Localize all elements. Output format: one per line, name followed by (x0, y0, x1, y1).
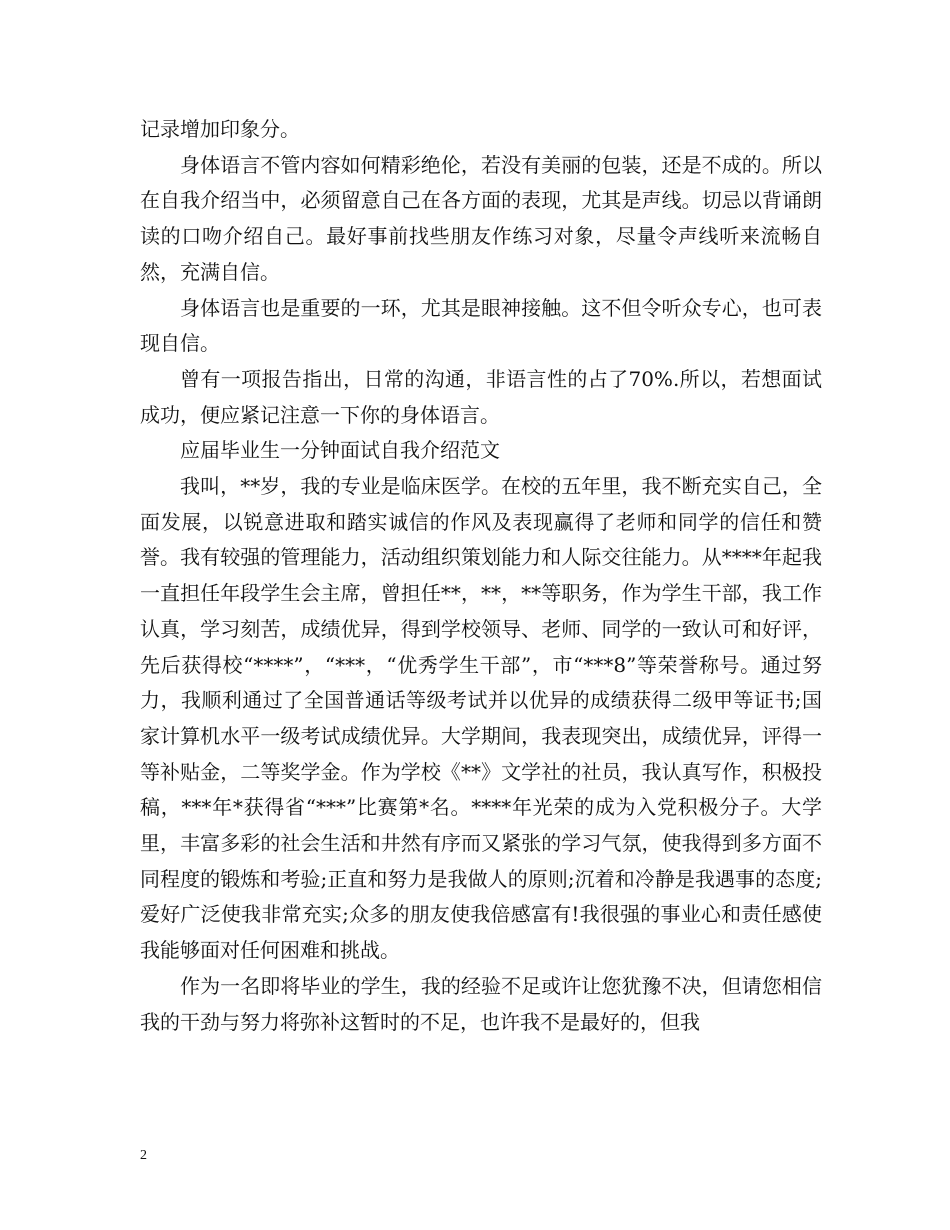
body-text (140, 112, 822, 1040)
section-heading: 应届毕业生一分钟面试自我介绍范文 (180, 438, 500, 463)
paragraph-self-introduction: 我叫，**岁，我的专业是临床医学。在校的五年里，我不断充实自己，全面发展，以锐意进取和踏实诚信的作风及表现赢得了老师和同学的信任和赞誉。我有较强的管理能力，活动组织策划能力和人际交往能力。从****年起我一直担任年段学生会主席，曾担任**，**，**等职务，作为学生干部，我工作认真，学习刻苦，成绩优异，得到学校领导、老师、同学的一致认可和好评，先后获得校“****”，“***，“优秀学生干部”，市“***8”等荣誉称号。通过努力，我顺利通过了全国普通话等级考试并以优异的成绩获得二级甲等证书;国家计算机水平一级考试成绩优异。大学期间，我表现突出，成绩优异，评得一等补贴金，二等奖学金。作为学校《**》文学社的社员，我认真写作，积极投稿，***年*获得省“***”比赛第*名。****年光荣的成为入党积极分子。大学里，丰富多彩的社会生活和井然有序而又紧张的学习气氛，使我得到多方面不同程度的锻炼和考验;正直和努力是我做人的原则;沉着和冷静是我遇事的态度;爱好广泛使我非常充实;众多的朋友使我倍感富有!我很强的事业心和责任感使我能够面对任何困难和挑战。 (140, 474, 822, 963)
paragraph-eye-contact: 身体语言也是重要的一环，尤其是眼神接触。这不但令听众专心，也可表现自信。 (140, 295, 822, 356)
page-number: 2 (140, 1148, 147, 1163)
paragraph-nonverbal-report: 曾有一项报告指出，日常的沟通，非语言性的占了70%.所以，若想面试成功，便应紧记注意一下你的身体语言。 (140, 366, 822, 427)
paragraph-continuation: 记录增加印象分。 (140, 117, 300, 141)
paragraph-body-language-voice: 身体语言不管内容如何精彩绝伦，若没有美丽的包装，还是不成的。所以在自我介绍当中，必须留意自己在各方面的表现，尤其是声线。切忌以背诵朗读的口吻介绍自己。最好事前找些朋友作练习对象，尽量令声线听来流畅自然，充满自信。 (140, 152, 822, 284)
paragraph-closing: 作为一名即将毕业的学生，我的经验不足或许让您犹豫不决，但请您相信我的干劲与努力将弥补这暂时的不足，也许我不是最好的，但我 (140, 973, 822, 1034)
